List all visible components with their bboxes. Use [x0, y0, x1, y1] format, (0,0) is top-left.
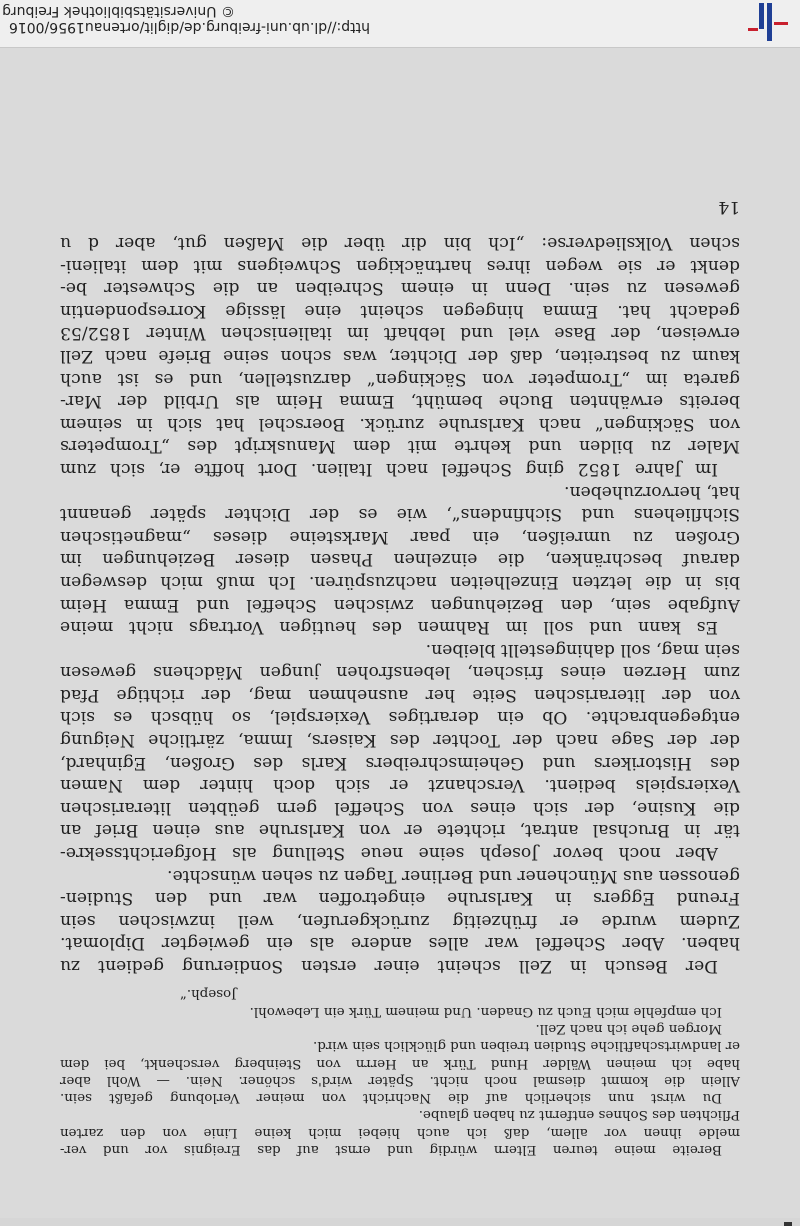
body-line: gedacht hat. Emma hingegen scheint eine lässige Korrespondentin — [60, 300, 740, 321]
body-line: bis in die letzten Einzelheiten nachzuspüren. Ich muß mich deswegen — [60, 571, 740, 592]
letter-line: melde ihnen vor allem, daß ich auch hiebei mich keine Linie von den zarten — [60, 1124, 740, 1140]
body-line: Der Besuch in Zell scheint einer ersten Sondierung gedient zu — [60, 956, 718, 977]
body-line: Aufgabe sein, den Beziehungen zwischen Scheffel und Emma Heim — [60, 594, 740, 615]
body-line: erweisen, der Base viel und lebhaft im italienischen Winter 1852/53 — [60, 323, 740, 344]
footer-bar — [0, 0, 800, 48]
body-line: zum Herzen eines frischen, lebensfrohen jungen Mädchens gewesen — [60, 662, 740, 683]
body-line: gareta im „Trompeter von Säckingen“ darzustellen, und es ist auch — [60, 368, 740, 389]
body-line: Freund Eggers in Karlsruhe eingetroffen war und den Studien- — [60, 888, 740, 909]
body-line: von Säckingen“ nach Karlsruhe zurück. Boerschel hat sich in seinem — [60, 413, 740, 434]
body-line: genossen aus Münchener und Berliner Tagen zu sehen wünschte. — [167, 865, 740, 886]
letter-quote — [60, 985, 740, 1158]
body-line: darauf beschränken, die einzelnen Phasen dieser Beziehungen im — [60, 549, 740, 570]
body-line: hat, hervorzuheben. — [564, 481, 740, 502]
body-line: bereits erwähnten Buche bemüht, Emma Heim als Urbild der Mar- — [60, 391, 740, 412]
letter-line: Pflichten des Sohnes entfernt zu haben glaube. — [418, 1107, 740, 1123]
body-line: die Kusine, der sich eines von Scheffel gern geübten literarischen — [60, 797, 740, 818]
letter-line: Du wirst nun sicherlich auf die Nachricht von meiner Verlobung gefaßt sein. — [60, 1090, 722, 1106]
body-line: sein mag, soll dahingestellt bleiben. — [425, 639, 740, 660]
letter-line: Bereite meine teuren Eltern würdig und ernst auf das Ereignis vor und ver- — [60, 1142, 722, 1157]
letter-line: Allein die kommt diesmal noch nicht. Später wird's schöner. Nein. — Wohl aber — [60, 1072, 740, 1088]
copyright-text: © Universitätsbibliothek Freiburg — [2, 3, 235, 19]
page-number: 14 — [718, 197, 740, 218]
body-line: der der Sage nach der Tochter des Kaisers, Imma, zärtliche Neigung — [60, 730, 740, 751]
body-line: kaum zu bestreiten, daß der Dichter, was schon seine Briefe nach Zell — [60, 346, 740, 366]
text-column — [60, 197, 740, 1158]
body-text — [60, 231, 740, 977]
body-line: Vexierspiels bedient. Verschanzt er sich doch hinter dem Namen — [60, 775, 740, 796]
body-line: von der literarischen Seite her ausnehmen mag, der richtige Pfad — [60, 684, 740, 705]
body-line: Es kann und soll im Rahmen des heutigen Vortrags nicht meine — [60, 617, 718, 638]
ub-freiburg-logo-icon — [748, 1, 788, 47]
letter-line: habe ich meinen Wälder Hund Türk an Herrn von Steinberg verschenkt, bei dem — [60, 1055, 740, 1071]
body-line: haben. Aber Scheffel war alles andere als ein gewiegter Diplomat. — [60, 933, 740, 954]
body-line: Großen zu umreißen, ein paar Marksteine dieses „magnetischen — [60, 526, 740, 547]
letter-line: Morgen gehe ich nach Zell. — [535, 1020, 722, 1036]
letter-signature: Joseph.“ — [180, 986, 237, 1002]
body-line: tär in Bruchsal antrat, richtete er von Karlsruhe aus einen Brief an — [60, 820, 740, 841]
body-line: Maler zu bilden und kehrte mit dem Manuskript des „Trompeters — [60, 436, 740, 457]
body-line: entgegenbrachte. Ob ein derartiges Vexierspiel, so hübsch es sich — [60, 707, 740, 728]
corner-mark — [784, 1222, 792, 1226]
body-line: Sichfliehens und Sichfindens“, wie es der Dichter später genannt — [60, 504, 740, 525]
letter-line: er landwirtschaftliche Studien treiben und glücklich sein wird. — [312, 1038, 740, 1054]
body-line: Im Jahre 1852 ging Scheffel nach Italien. Dort hoffte er, sich zum — [60, 458, 718, 479]
body-line: gewesen zu sein. Denn in einem Schreiben an die Schwester be- — [60, 278, 740, 299]
body-line: schen Volksliedverse: „Ich bin dir über die Maßen gut, aber d u — [60, 233, 740, 254]
body-line: Aber noch bevor Joseph seine neue Stellung als Hofgerichtssekre- — [60, 843, 718, 864]
body-line: Zudem wurde er frühzeitig zurückgerufen, weil inzwischen sein — [60, 910, 740, 931]
body-line: des Historikers und Geheimschreibers Karls des Großen, Eginhard, — [60, 752, 740, 773]
scanned-page — [0, 48, 800, 1218]
source-url-link[interactable]: http://dl.ub.uni-freiburg.de/diglit/ortenau1956/0016 — [8, 19, 370, 35]
body-line: denkt er sie wegen ihres hartnäckigen Schweigens mit dem italieni- — [60, 255, 740, 276]
letter-line: Ich empfehle mich Euch zu Gnaden. Und meinem Türk ein Lebewohl. — [249, 1003, 722, 1019]
